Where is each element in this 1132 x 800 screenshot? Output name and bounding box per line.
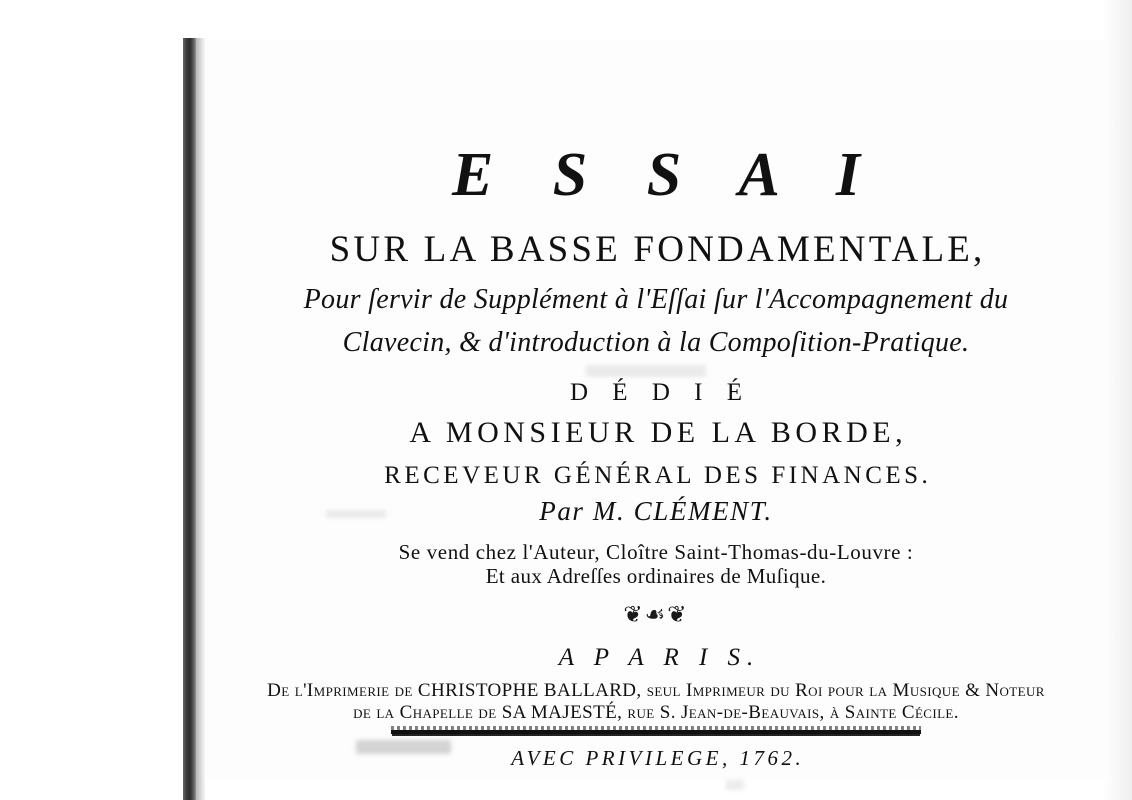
imprint-line-2: de la Chapelle de SA MAJESTÉ, rue S. Jean-de-Beauvais, à Sainte Cécile. (353, 702, 959, 723)
sale-line-2: Et aux Adreſſes ordinaires de Muſique. (485, 564, 827, 588)
scan-gutter-shadow (183, 38, 196, 800)
scan-smudge (586, 365, 706, 377)
title-page-sheet (206, 40, 1106, 780)
title-subtitle-line-3: Clavecin, & d'introduction à la Compoſition-Pratique. (342, 327, 970, 358)
scan-right-edge (1104, 0, 1132, 800)
dedication-label: D É D I É (570, 379, 751, 406)
floral-ornament-icon: ❦☙❦ (623, 602, 689, 627)
publication-place: A P A R I S. (558, 644, 761, 671)
dedicatee-role: RECEVEUR GÉNÉRAL DES FINANCES. (384, 462, 932, 489)
sale-line-1: Se vend chez l'Auteur, Cloître Saint-Thomas-du-Louvre : (398, 540, 914, 564)
page-top-margin (183, 0, 1104, 40)
scan-gutter-falloff (196, 38, 206, 800)
imprint-line-1: De l'Imprimerie de CHRISTOPHE BALLARD, ſeul Imprimeur du Roi pour la Muſique & Noteur (267, 680, 1045, 701)
horizontal-rule (391, 730, 921, 734)
title-main: E S S A I (451, 141, 883, 209)
author-line: Par M. CLÉMENT. (539, 496, 773, 526)
dedicatee-name: A MONSIEUR DE LA BORDE, (409, 416, 908, 449)
title-subtitle-line-1: SUR LA BASSE FONDAMENTALE, (329, 229, 986, 270)
scan-smudge (726, 780, 744, 790)
privilege-line: AVEC PRIVILEGE, 1762. (511, 746, 805, 770)
title-subtitle-line-2: Pour ſervir de Supplément à l'Eſſai ſur l'Accompagnement du (303, 284, 1009, 315)
